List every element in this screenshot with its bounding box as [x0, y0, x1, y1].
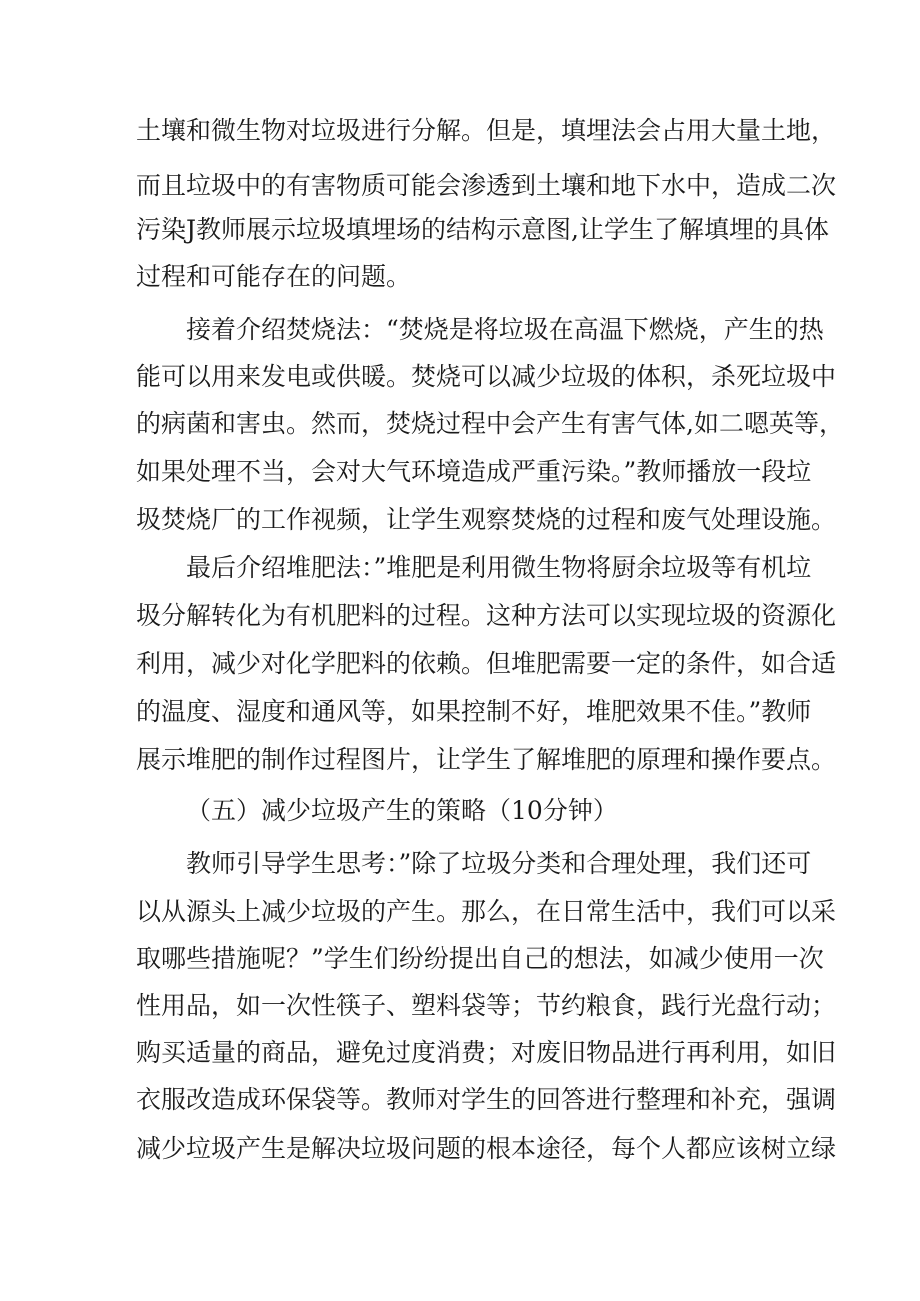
- text-line: 教师引导学生思考：”除了垃圾分类和合理处理，我们还可: [186, 849, 812, 878]
- text-line: 土壤和微生物对垃圾进行分解。但是，填埋法会占用大量土地，: [136, 116, 837, 145]
- text-line: 取哪些措施呢？”学生们纷纷提出自己的想法，如减少使用一次: [136, 944, 824, 973]
- text-line: 最后介绍堆肥法：”堆肥是利用微生物将厨余垃圾等有机垃: [186, 553, 812, 582]
- text-line: 衣服改造成环保袋等。教师对学生的回答进行整理和补充，强调: [136, 1085, 837, 1114]
- text-line: 能可以用来发电或供暖。焚烧可以减少垃圾的体积，杀死垃圾中: [136, 362, 837, 391]
- text-line: 过程和可能存在的问题。: [136, 262, 412, 291]
- text-line: 利用，减少对化学肥料的依赖。但堆肥需要一定的条件，如合适: [136, 649, 837, 678]
- text-line: 减少垃圾产生是解决垃圾问题的根本途径，每个人都应该树立绿: [136, 1134, 837, 1163]
- text-line: 的温度、湿度和通风等，如果控制不好，堆肥效果不佳。”教师: [136, 697, 812, 726]
- text-line: 圾分解转化为有机肥料的过程。这种方法可以实现垃圾的资源化: [136, 601, 837, 630]
- text-line: 圾焚烧厂的工作视频，让学生观察焚烧的过程和废气处理设施。: [136, 505, 837, 534]
- text-line: 如果处理不当，会对大气环境造成严重污染。”教师播放一段垃: [136, 457, 812, 486]
- text-line: 的病菌和害虫。然而，焚烧过程中会产生有害气体,如二嗯英等，: [136, 409, 844, 438]
- text-line: 而且垃圾中的有害物质可能会渗透到土壤和地下水中，造成二次: [136, 171, 837, 200]
- text-line: 以从源头上减少垃圾的产生。那么，在日常生活中，我们可以采: [136, 897, 837, 926]
- text-line: 污染J教师展示垃圾填埋场的结构示意图,让学生了解填埋的具体: [136, 215, 829, 244]
- text-line: 接着介绍焚烧法：“焚烧是将垃圾在高温下燃烧，产生的热: [186, 315, 824, 344]
- text-line: 性用品，如一次性筷子、塑料袋等；节约粮食，践行光盘行动；: [136, 991, 837, 1020]
- text-line: 购买适量的商品，避免过度消费；对废旧物品进行再利用，如旧: [136, 1038, 837, 1067]
- text-line: 展示堆肥的制作过程图片，让学生了解堆肥的原理和操作要点。: [136, 745, 837, 774]
- section-heading: （五）减少垃圾产生的策略（10分钟）: [186, 796, 618, 825]
